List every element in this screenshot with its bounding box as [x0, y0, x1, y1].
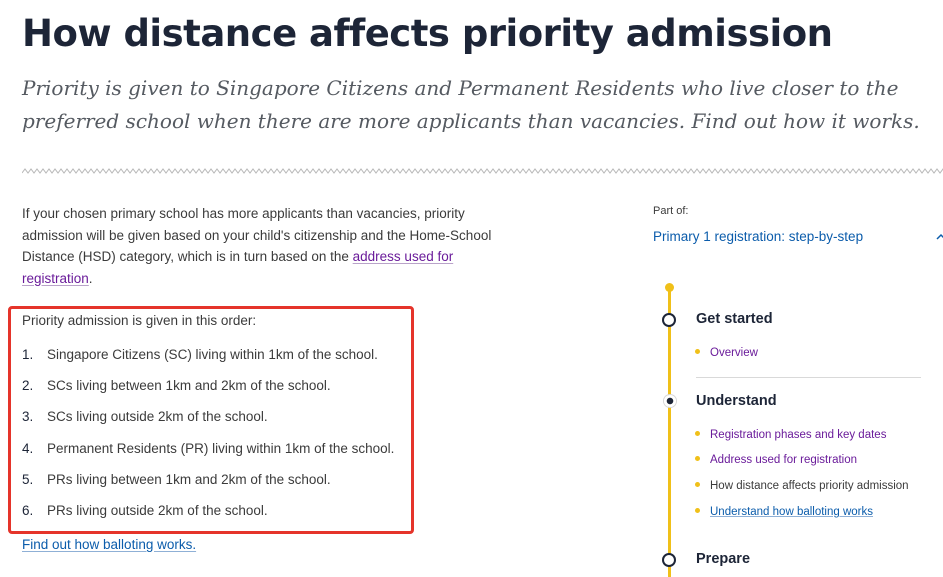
intro-paragraph	[22, 203, 522, 289]
step-circle-icon	[662, 313, 676, 327]
list-text: Singapore Citizens (SC) living within 1km of the school.	[47, 347, 378, 362]
step-by-step-link[interactable]: Primary 1 registration: step-by-step	[653, 229, 864, 244]
step-item-address[interactable]	[695, 454, 857, 466]
step-item-label: How distance affects priority admission	[710, 480, 909, 492]
priority-order-intro: Priority admission is given in this order:	[22, 313, 257, 328]
step-item-label: Overview	[710, 347, 758, 359]
list-number: 1.	[22, 347, 34, 362]
list-number: 2.	[22, 378, 34, 394]
page-title: How distance affects priority admission	[22, 12, 833, 55]
bullet-icon	[695, 349, 700, 354]
list-text: SCs living outside 2km of the school.	[47, 409, 268, 425]
wavy-divider	[22, 166, 943, 176]
timeline-start-dot	[665, 283, 674, 292]
timeline-line	[668, 288, 671, 577]
step-divider	[696, 377, 921, 378]
step-title-get-started[interactable]: Get started	[696, 311, 773, 327]
part-of-label: Part of:	[653, 205, 689, 217]
list-item	[22, 439, 394, 470]
priority-order-list	[22, 345, 394, 532]
step-item-label: Address used for registration	[710, 454, 858, 466]
bullet-icon	[695, 482, 700, 487]
bullet-icon	[695, 456, 700, 461]
address-link[interactable]: address used for registration	[22, 249, 454, 286]
list-item	[22, 470, 394, 501]
step-circle-icon	[662, 553, 676, 567]
list-text: PRs living between 1km and 2km of the school.	[47, 471, 331, 487]
step-item-label: Understand how balloting works	[710, 506, 874, 518]
intro-text: If your chosen primary school has more applicants than vacancies, priority admission will be given based on your child's citizenship and the Home-School Distance (HSD) category, which is in turn based on the	[22, 206, 492, 264]
list-number: 5.	[22, 471, 34, 487]
list-text: SCs living between 1km and 2km of the school.	[47, 378, 331, 394]
step-title-understand[interactable]: Understand	[696, 393, 777, 409]
current-step-icon	[664, 395, 676, 407]
list-text: Permanent Residents (PR) living within 1km of the school.	[47, 440, 395, 456]
balloting-link[interactable]: Find out how balloting works.	[22, 537, 197, 552]
step-item-registration-phases[interactable]	[695, 429, 886, 441]
page-lead: Priority is given to Singapore Citizens and Permanent Residents who live closer to the preferred school when there are more applicants than vacancies. Find out how it works.	[22, 76, 920, 133]
chevron-up-icon[interactable]	[936, 232, 943, 242]
step-item-balloting[interactable]	[695, 506, 873, 518]
step-title-prepare[interactable]: Prepare	[696, 551, 751, 567]
list-text: PRs living outside 2km of the school.	[47, 502, 268, 518]
step-item-label: Registration phases and key dates	[710, 429, 887, 441]
bullet-icon	[695, 508, 700, 513]
list-number: 4.	[22, 440, 34, 456]
intro-end: .	[88, 270, 93, 286]
bullet-icon	[695, 431, 700, 436]
list-number: 3.	[22, 409, 34, 425]
list-item	[22, 345, 394, 376]
step-item-current	[695, 480, 909, 492]
step-item-overview[interactable]	[695, 347, 758, 359]
list-item	[22, 376, 394, 407]
list-number: 6.	[22, 502, 34, 518]
list-item	[22, 407, 394, 438]
list-item	[22, 501, 394, 532]
